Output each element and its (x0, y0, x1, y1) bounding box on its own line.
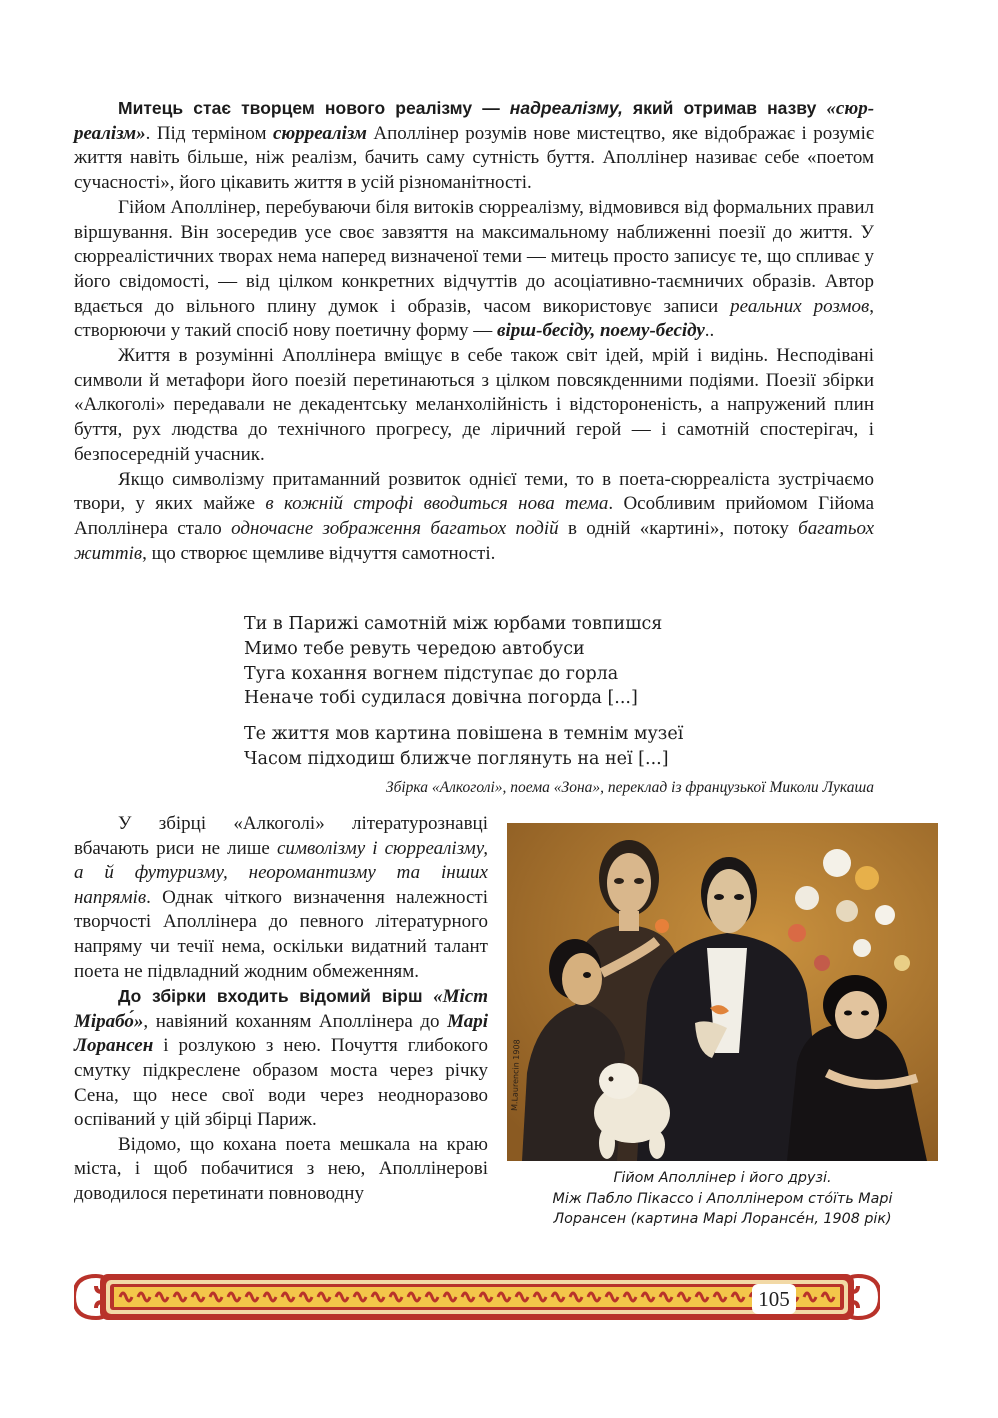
paragraph-7 (74, 1133, 488, 1207)
poem-line: Те життя мов картина повішена в темнім музеї (244, 724, 684, 745)
paragraph-2-text-b: , створюючи у такий спосіб нову поетичну форму — (74, 295, 874, 342)
poem-line: Часом підходиш ближче поглянуть на неї [...] (244, 748, 669, 769)
caption-line: Між Пабло Пікассо і Аполлінером сто́їть Марі (552, 1190, 893, 1207)
poem-stanza-1 (244, 612, 683, 711)
paragraph-7-text: Відомо, що кохана поета мешкала на краю міста, і щоб побачитися з нею, Аполлінерові доводилося перетинати повноводну (74, 1133, 488, 1204)
paragraph-3 (74, 344, 874, 468)
paragraph-2-text-a: Гійом Аполлінер, перебуваючи біля витоків сюрреалізму, відмовився від формальних правил віршування. Він зосередив усе своє завзяття на максимальному наближенні поезії до життя. У сюрреалістичних творах нема наперед визначеної теми — митець просто записує те, що спливає у його свідомості, — від цілком конкретних відчуттів до асоціативно-таємничих образів. Автор вдається до вільного плину думок і образів, часом використовує записи (74, 196, 874, 317)
poem-line: Ти в Парижі самотній між юрбами товпишся (244, 614, 663, 634)
paragraph-4-text-c: в одній «картині», потоку (568, 517, 789, 539)
term-surrealism-quoted: «сюрреалізм» (74, 98, 875, 144)
left-column-text (74, 812, 488, 1207)
paragraph-4-text-d: , що створює щемливе відчуття самотності. (142, 542, 496, 564)
name-marie-laurencin: Марі Лорансен (74, 1010, 489, 1057)
paragraph-4-text-b: . Особливим прийомом Гійома Аполлінера стало (74, 493, 875, 539)
paragraph-1-lead: Митець стає творцем нового реалізму — (118, 98, 500, 118)
term-nadrealism: надреалізму, (509, 98, 623, 118)
paragraph-1-text-a: . Під терміном (145, 122, 267, 144)
term-real-conversations: реальних розмов (730, 295, 870, 317)
paragraph-6 (74, 984, 488, 1133)
paragraph-6-lead: До збірки входить відомий вірш (118, 986, 423, 1007)
main-text (74, 96, 874, 566)
paragraph-4 (74, 468, 874, 567)
paragraph-2 (74, 196, 874, 344)
poem-title-mirabeau: «Міст Мірабо́» (74, 986, 488, 1032)
caption-line: Лорансен (картина Марі Лорансе́н, 1908 рік) (553, 1211, 892, 1227)
poem-source: Збірка «Алкоголі», поема «Зона», переклад із французької Миколи Лукаша (385, 779, 874, 796)
paragraph-1-lead-tail: який отримав назву (632, 98, 817, 118)
painting-illustration (507, 823, 938, 1161)
paragraph-4-text-a: Якщо символізму притаманний розвиток однієї теми, то в поета-сюрреаліста зустрічаємо твори, у яких майже (74, 468, 874, 515)
poem-stanza-2 (244, 722, 683, 772)
term-verse-conversation: вірш-бесіду, поему-бесіду (497, 320, 705, 342)
paragraph-1-text-b: Аполлінер розумів нове мистецтво, яке відображає і розуміє життя навіть більше, ніж реалізм, бачить саму сутність буття. Аполлінер називає себе «поетом сучасності», його цікавить життя в усій різноманітності. (74, 122, 875, 194)
paragraph-5-text-a: У збірці «Алкоголі» літературознавці вбачають риси не лише (74, 813, 488, 859)
phrase-movements: символізму і сюрреалізму, а й футуризму, неоромантизму та інших напрямів (74, 837, 488, 908)
paragraph-6-text-b: і розлукою з нею. Почуття глибокого смутку підкреслене образом моста через річку Сена, що несе свої води через неодноразово оспіваний у цій збірці Париж. (74, 1035, 489, 1131)
page-number: 105 (752, 1284, 796, 1314)
poem-line: Туга кохання вогнем підступає до горла (244, 663, 619, 684)
poem-quote (244, 612, 683, 783)
paragraph-2-text-c: .. (704, 320, 715, 342)
poem-line: Неначе тобі судилася довічна погорда [...] (244, 688, 638, 709)
paragraph-5 (74, 812, 488, 984)
term-surrealism: сюрреалізм (272, 122, 367, 144)
painting-apollinaire-and-friends (507, 823, 938, 1161)
paragraph-5-text-b: . Однак чіткого визначення належності творчості Аполлінера до певного літературного напряму чи течії нема, оскільки видатний талант поета не підвладний жодним обмеженням. (74, 886, 488, 982)
poem-line: Мимо тебе ревуть чередою автобуси (244, 638, 585, 659)
painting-signature: M.Laurencin 1908 (510, 1039, 522, 1112)
phrase-new-theme: в кожній строфі вводиться нова тема (265, 493, 609, 515)
figure-caption (507, 1168, 938, 1230)
phrase-simultaneous-events: одночасне зображення багатьох подій (231, 517, 559, 539)
paragraph-6-text-a: , навіяний коханням Аполлінера до (143, 1010, 440, 1032)
caption-line: Гійом Аполлінер і його друзі. (613, 1170, 832, 1186)
paragraph-1 (74, 96, 874, 196)
phrase-many-lives: багатьох життів (74, 517, 875, 564)
paragraph-3-text: Життя в розумінні Аполлінера вміщує в себе також світ ідей, мрій і видінь. Несподівані символи й метафори його поезій перетинаються з цілком повсякденними подіями. Поезії збірки «Алкоголі» передавали не декадентську меланхолійність і відстороненість, а напружений плин буття, рух людства до технічного прогресу, де ліричний герой — і самотній спостерігач, і безпосередній учасник. (74, 345, 874, 465)
